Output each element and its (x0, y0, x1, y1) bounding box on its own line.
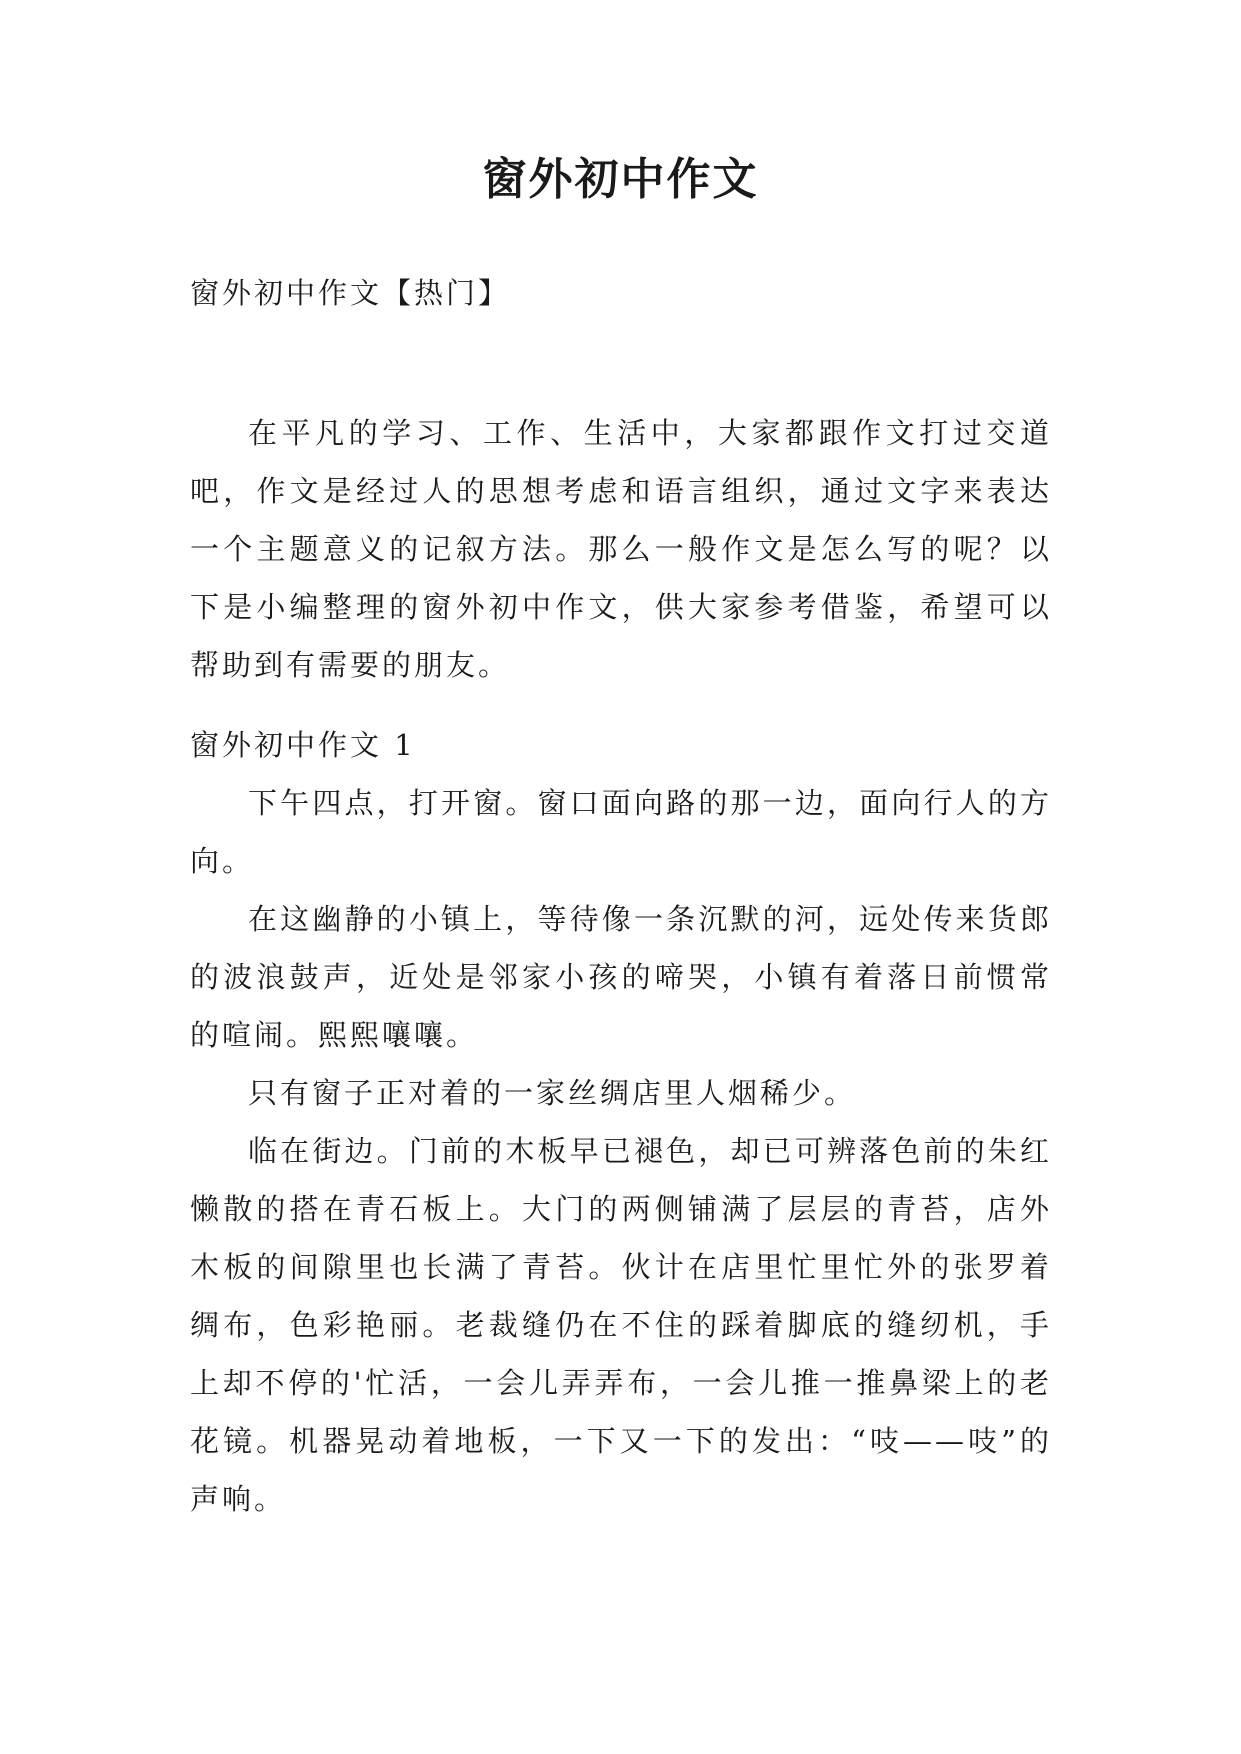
essay-paragraph: 下午四点，打开窗。窗口面向路的那一边，面向行人的方向。 (190, 786, 1052, 878)
essay-paragraph: 在这幽静的小镇上，等待像一条沉默的河，远处传来货郎的波浪鼓声，近处是邻家小孩的啼哭，小镇有着落日前惯常的喧闹。熙熙嚷嚷。 (190, 902, 1052, 1052)
essay-paragraph: 临在街边。门前的木板早已褪色，却已可辨落色前的朱红懒散的搭在青石板上。大门的两侧铺满了层层的青苔，店外木板的间隙里也长满了青苔。伙计在店里忙里忙外的张罗着绸布，色彩艳丽。老裁缝仍在不住的踩着脚底的缝纫机，手上却不停的'忙活，一会儿弄弄布，一会儿推一推鼻梁上的老花镜。机器晃动着地板，一下又一下的发出：“吱——吱”的声响。 (190, 1134, 1052, 1516)
essay-body (190, 774, 1052, 1528)
essay-paragraph: 只有窗子正对着的一家丝绸店里人烟稀少。 (248, 1076, 857, 1110)
document-subtitle (190, 264, 1052, 322)
subtitle-text: 窗外初中作文【热门】 (190, 276, 511, 310)
document-title: 窗外初中作文 (482, 154, 759, 205)
intro-paragraph: 在平凡的学习、工作、生活中，大家都跟作文打过交道吧，作文是经过人的思想考虑和语言组织，通过文字来表达一个主题意义的记叙方法。那么一般作文是怎么写的呢？以下是小编整理的窗外初中作文，供大家参考借鉴，希望可以帮助到有需要的朋友。 (190, 416, 1052, 682)
essay-heading: 窗外初中作文 1 (190, 728, 416, 762)
intro-section (190, 404, 1052, 694)
essay-heading-section (190, 716, 1052, 774)
